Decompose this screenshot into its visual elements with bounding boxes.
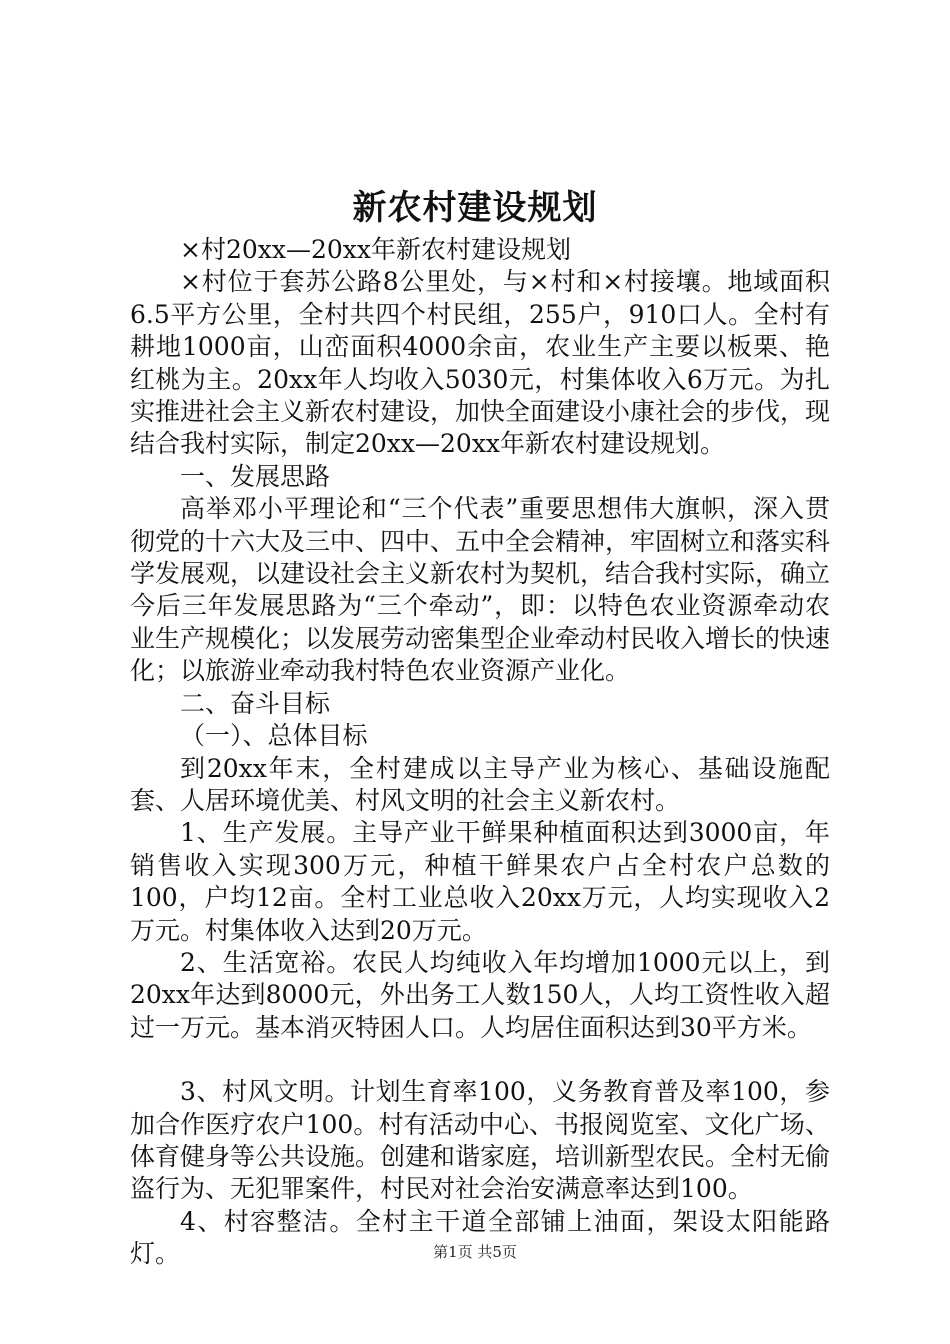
goal-item-living: 2、生活宽裕。农民人均纯收入年均增加1000元以上，到20xx年达到8000元，外出务工人数150人，人均工资性收入超过一万元。基本消灭特困人口。人均居住面积达到30平方米。 (130, 947, 830, 1042)
goal-item-production: 1、生产发展。主导产业干鲜果种植面积达到3000亩，年销售收入实现300万元，种植干鲜果农户占全村农户总数的100，户均12亩。全村工业总收入20xx万元，人均实现收入2万元。村集体收入达到20万元。 (130, 818, 830, 945)
page-title: 新农村建设规划 (352, 188, 598, 228)
paragraph-spacer (130, 1044, 830, 1076)
subsection-heading-overall-goal: （一）、总体目标 (180, 721, 368, 751)
section-heading-goals: 二、奋斗目标 (180, 688, 331, 718)
goal-item-village-appearance: 4、村容整洁。全村主干道全部铺上油面，架设太阳能路灯。 (130, 1206, 830, 1269)
page-footer: 第1页 共5页 (433, 1243, 517, 1261)
section-heading-development-ideas: 一、发展思路 (180, 461, 331, 491)
document-body (130, 234, 830, 1271)
intro-paragraph: ×村位于套苏公路8公里处，与×村和×村接壤。地域面积6.5平方公里，全村共四个村民组，255户，910口人。全村有耕地1000亩，山峦面积4000余亩，农业生产主要以板栗、艳红桃为主。20xx年人均收入5030元，村集体收入6万元。为扎实推进社会主义新农村建设，加快全面建设小康社会的步伐，现结合我村实际，制定20xx—20xx年新农村建设规划。 (130, 267, 831, 459)
goal-item-civility: 3、村风文明。计划生育率100，义务教育普及率100，参加合作医疗农户100。村有活动中心、书报阅览室、文化广场、体育健身等公共设施。创建和谐家庭，培训新型农民。全村无偷盗行为、无犯罪案件，村民对社会治安满意率达到100。 (130, 1077, 831, 1204)
overall-goal-paragraph: 到20xx年末，全村建成以主导产业为核心、基础设施配套、人居环境优美、村风文明的社会主义新农村。 (130, 753, 830, 815)
plan-subtitle: ×村20xx—20xx年新农村建设规划 (180, 235, 571, 264)
development-ideas-paragraph: 高举邓小平理论和“三个代表”重要思想伟大旗帜，深入贯彻党的十六大及三中、四中、五中全会精神，牢固树立和落实科学发展观，以建设社会主义新农村为契机，结合我村实际，确立今后三年发展思路为“三个牵动”，即：以特色农业资源牵动农业生产规模化；以发展劳动密集型企业牵动村民收入增长的快速化；以旅游业牵动我村特色农业资源产业化。 (130, 494, 831, 686)
